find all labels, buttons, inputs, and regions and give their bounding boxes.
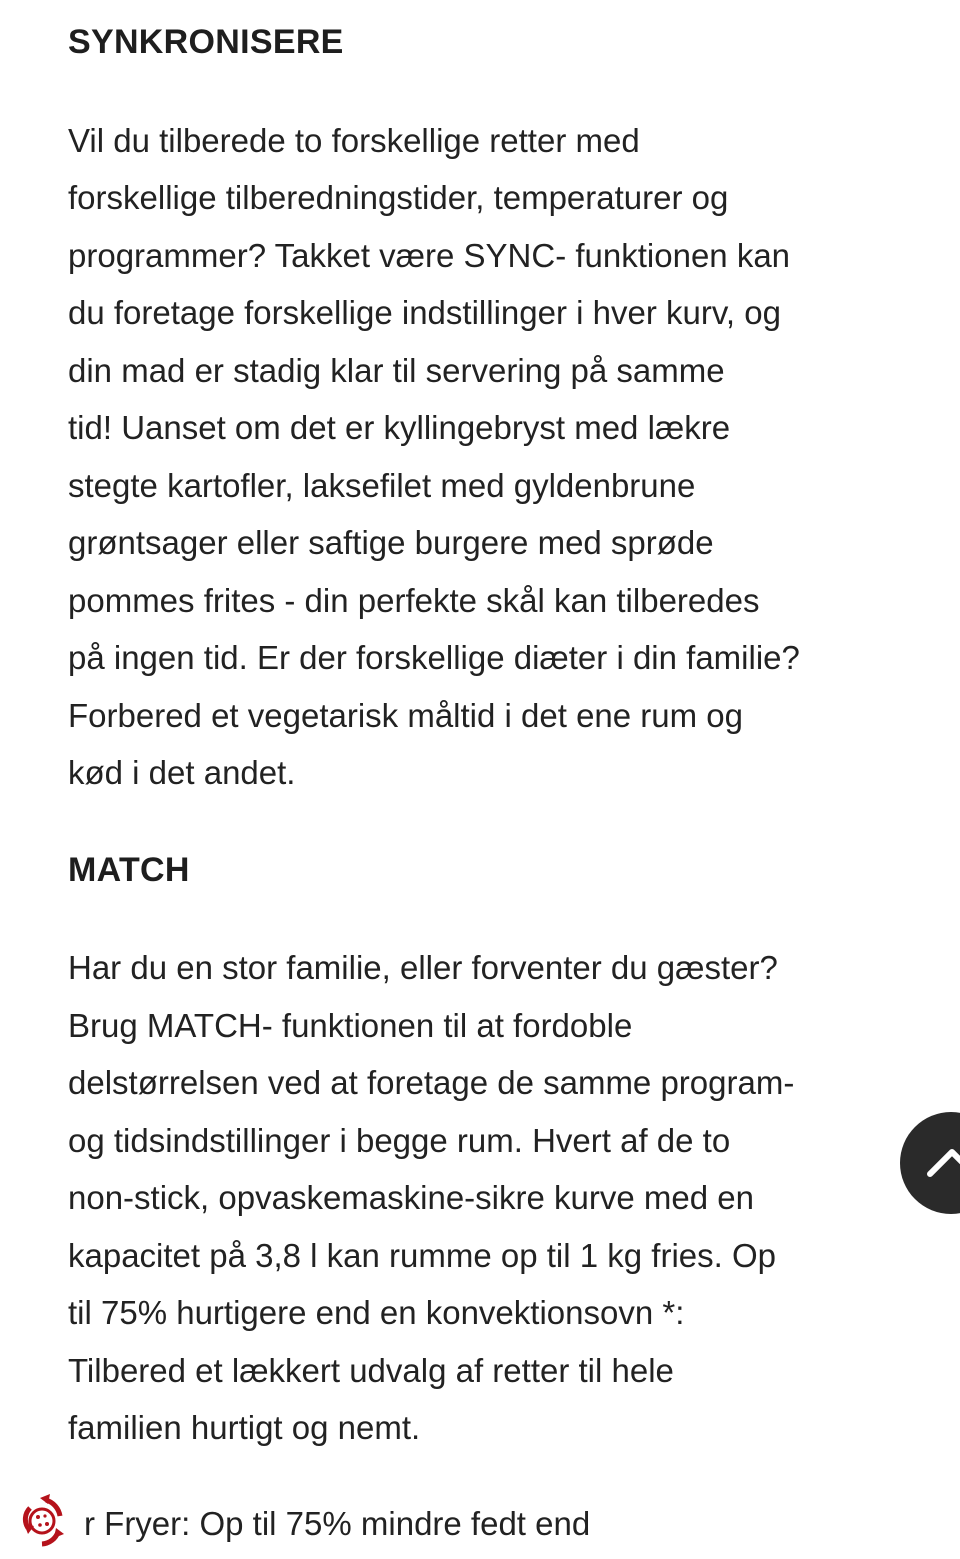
product-description: [68, 14, 960, 1497]
section-paragraph: [68, 112, 960, 802]
paragraph-line: Tilbered et lækkert udvalg af retter til hele: [68, 1351, 674, 1389]
feature-item: [18, 1488, 590, 1559]
paragraph-line: programmer? Takket være SYNC- funktionen kan: [68, 236, 791, 274]
paragraph-line: stegte kartofler, laksefilet med gyldenbrune: [68, 466, 696, 504]
section-paragraph: [68, 939, 960, 1457]
paragraph-line: og tidsindstillinger i begge rum. Hvert af de to: [68, 1121, 731, 1159]
paragraph-line: Forbered et vegetarisk måltid i det ene rum og: [68, 696, 744, 734]
section-heading: SYNKRONISERE: [68, 23, 344, 61]
paragraph-line: du foretage forskellige indstillinger i hver kurv, og: [68, 294, 781, 331]
section-match: [68, 842, 960, 1457]
paragraph-line: tid! Uanset om det er kyllingebryst med lækre: [68, 409, 731, 446]
paragraph-line: grøntsager eller saftige burgere med sprøde: [68, 524, 714, 561]
paragraph-line: forskellige tilberedningstider, temperaturer og: [68, 179, 729, 216]
paragraph-line: delstørrelsen ved at foretage de samme program-: [68, 1064, 795, 1101]
section-heading: MATCH: [68, 850, 190, 889]
paragraph-line: non-stick, opvaskemaskine-sikre kurve med en: [68, 1179, 754, 1216]
paragraph-line: din mad er stadig klar til servering på samme: [68, 351, 725, 389]
paragraph-line: Vil du tilberede to forskellige retter med: [68, 121, 640, 159]
section-sync: [68, 14, 960, 802]
paragraph-line: til 75% hurtigere end en konvektionsovn *:: [68, 1294, 685, 1331]
paragraph-line: Har du en stor familie, eller forventer du gæster?: [68, 949, 778, 986]
paragraph-line: kapacitet på 3,8 l kan rumme op til 1 kg fries. Op: [68, 1236, 777, 1274]
air-circulation-icon: [18, 1488, 66, 1559]
feature-text: r Fryer: Op til 75% mindre fedt end: [84, 1504, 591, 1542]
paragraph-line: kød i det andet.: [68, 754, 296, 791]
chevron-up-icon: [922, 1142, 960, 1182]
paragraph-line: familien hurtigt og nemt.: [68, 1409, 421, 1446]
paragraph-line: Brug MATCH- funktionen til at fordoble: [68, 1006, 633, 1044]
paragraph-line: pommes frites - din perfekte skål kan tilberedes: [68, 581, 760, 619]
paragraph-line: på ingen tid. Er der forskellige diæter i din familie?: [68, 639, 800, 676]
